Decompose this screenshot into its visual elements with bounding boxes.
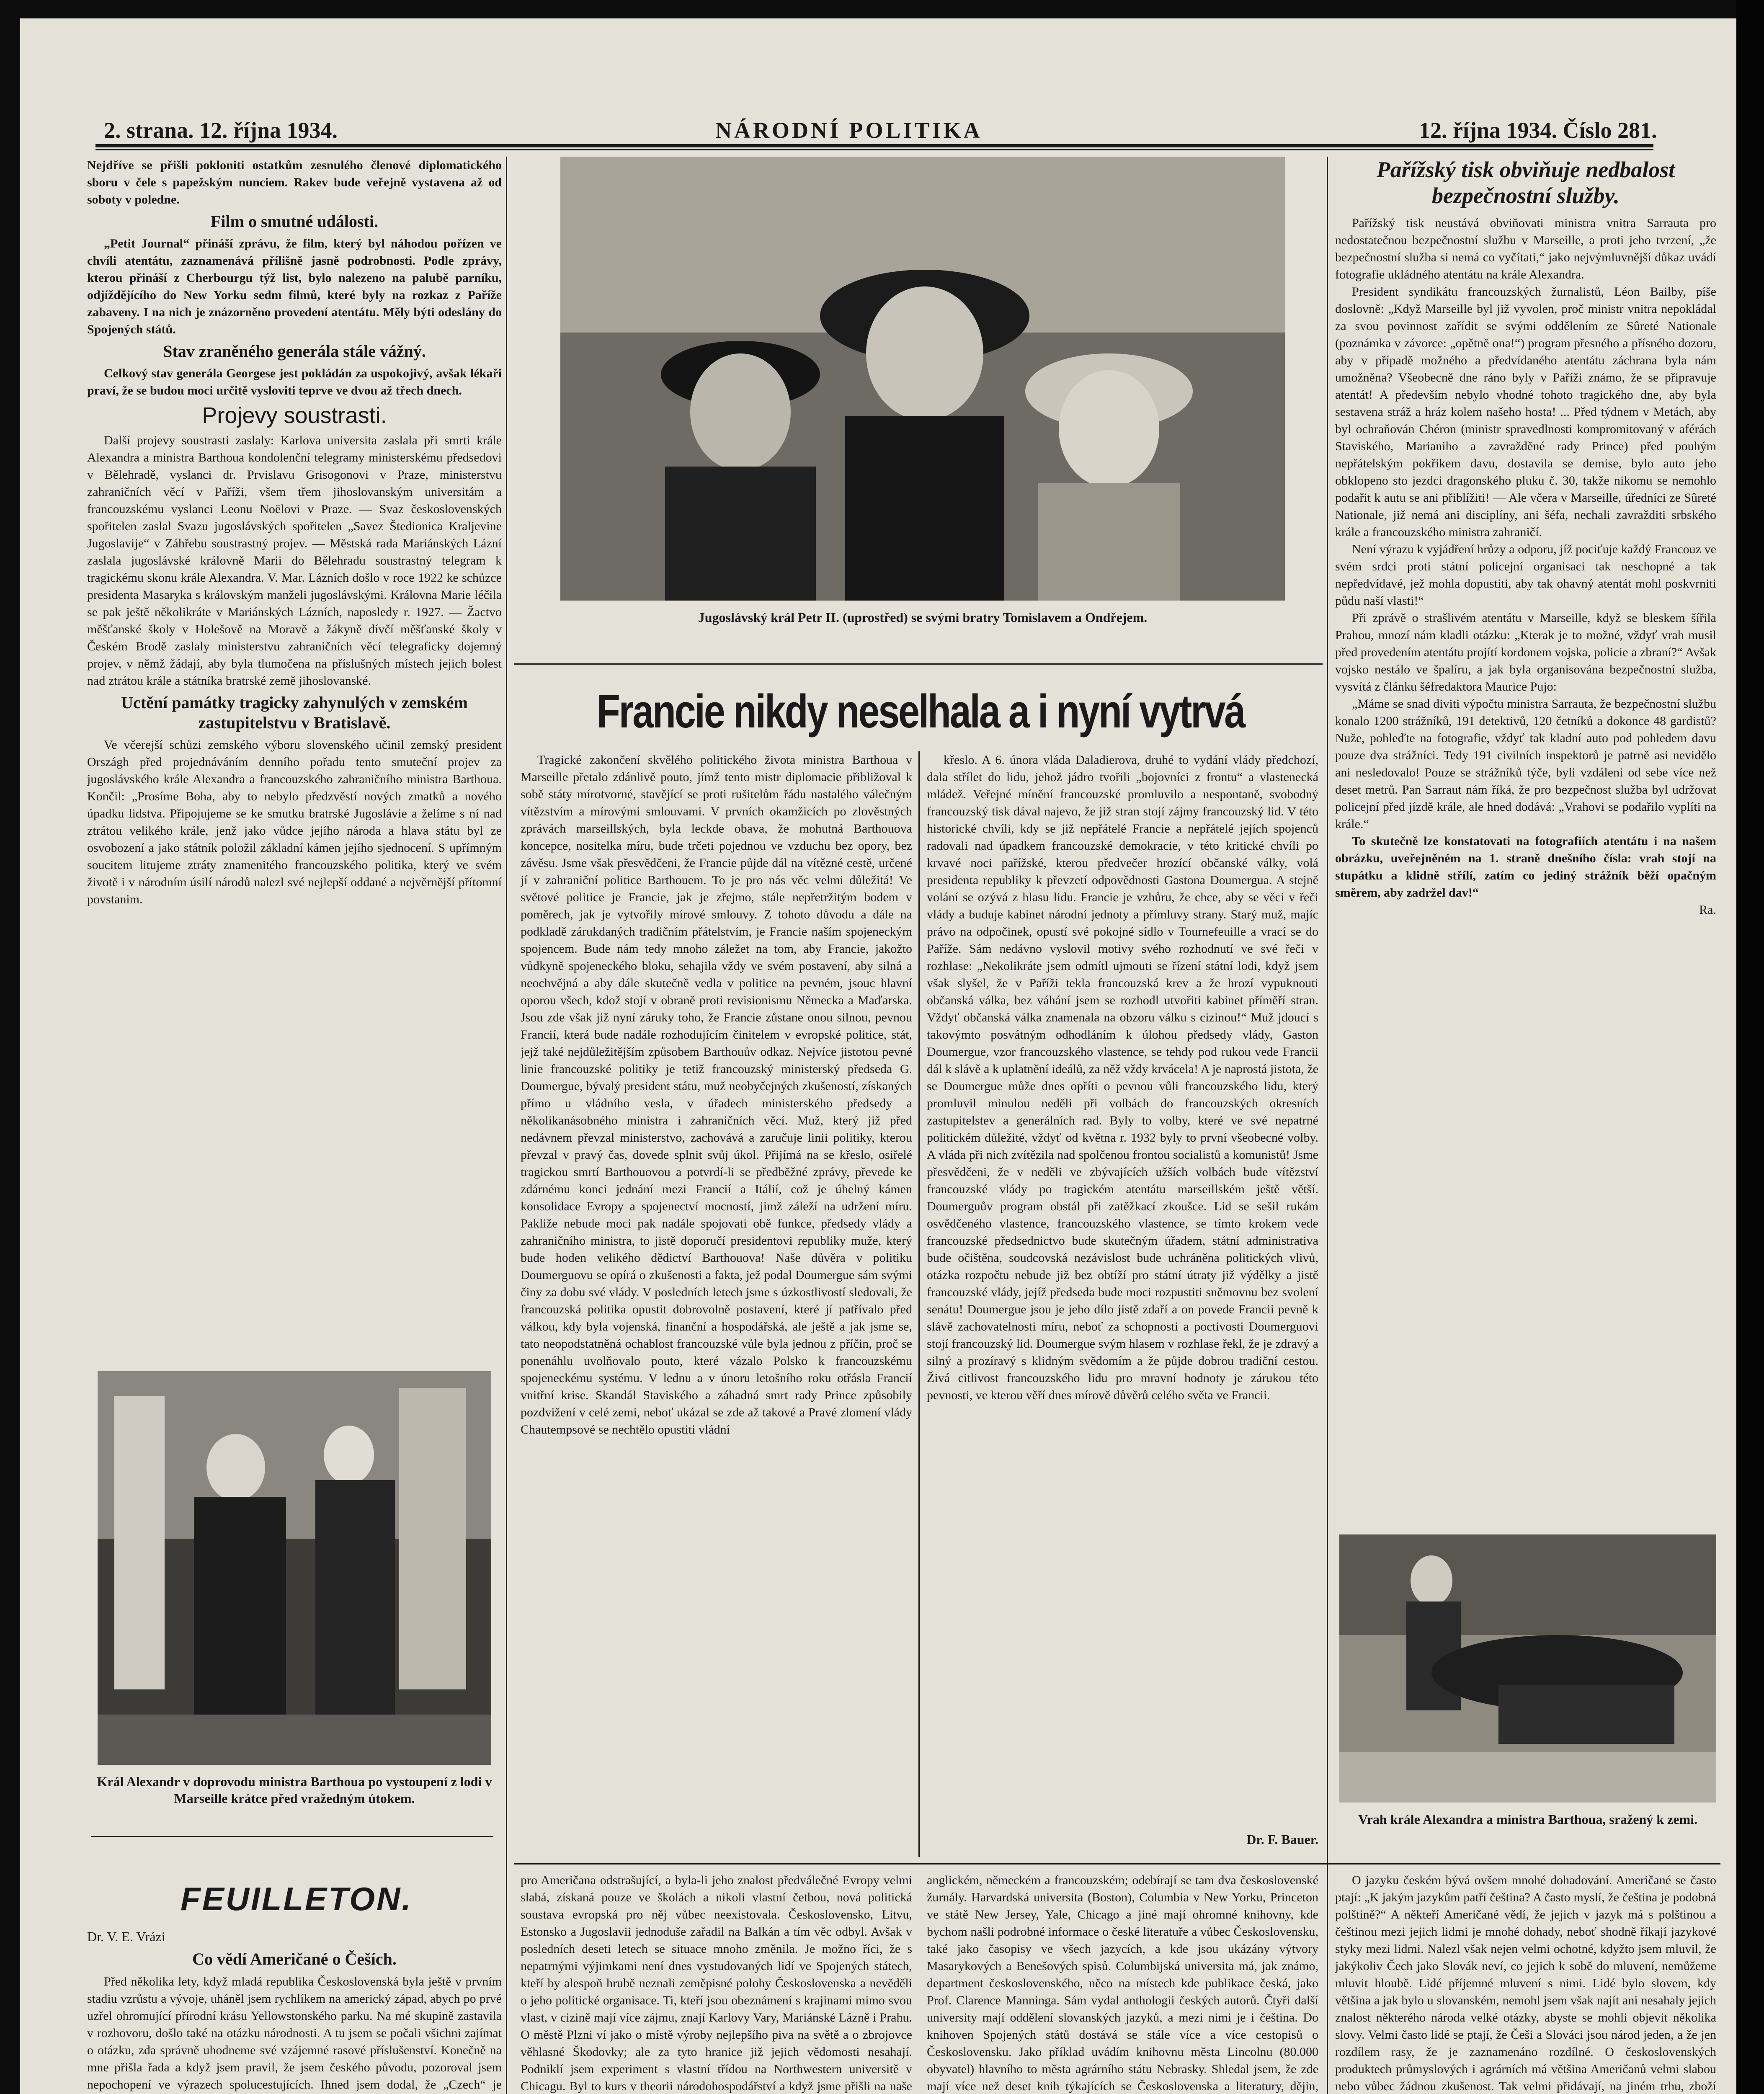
column-divider-2 [1327, 157, 1328, 2094]
photo-assassin [1339, 1534, 1716, 1803]
feuilleton-author: Dr. V. E. Vrázi [87, 1929, 165, 1944]
center-column-left [521, 751, 912, 1857]
bottom-column-1 [521, 1872, 912, 2094]
projevy-heading: Projevy soustrasti. [202, 403, 387, 428]
newspaper-page [20, 18, 1736, 2094]
masthead-title: NÁRODNÍ POLITIKA [715, 118, 983, 143]
photo-image [98, 1371, 491, 1765]
photo-caption-petr-ii: Jugoslávský král Petr II. (uprostřed) se svými bratry Tomislavem a Ondřejem. [698, 610, 1148, 625]
photo-caption-alexander: Král Alexandr v doprovodu ministra Barthoua po vystoupení z lodi v Marseille krátce před vražedným útokem. [97, 1774, 492, 1806]
article-signature: Dr. F. Bauer. [1246, 1832, 1318, 1847]
feuilleton-text: Před několika lety, když mladá republika Československá byla ještě v prvním stadiu vzrůstu a vývoje, uháněl jsem rychlíkem na americký západ, abych po prvé uzřel ohromující přírodní krásu Yellowstonského parku. Na mé skupině zastavila v rozhovoru, došlo také na otázku národnosti. A tu jsem se počali všichni zajímat o otázku, zda správně uhodneme své vzájemné rasové příslušenství. Konečně na mne přišla řada a když jsem pravil, že jsem českého původu, pozoroval jsem nepochopení ve výrazech spolucestujících. Ihned jsem dodal, že „Czech“ je [87, 1975, 502, 2091]
header-left: 2. strana. 12. října 1934. [104, 118, 338, 143]
intro-text: Nejdříve se přišli pokloniti ostatkům zesnulého členové diplomatického sboru v čele s papežským nunciem. Rakev bude veřejně vystavena až od soboty v poledne. [87, 158, 502, 206]
center-text-left: Tragické zakončení skvělého politického života ministra Barthoua v Marseille přetalo zdánlivě pouto, jímž tento mistr diplomacie přibližoval k sobě státy mírotvorné, stavějící se proti rušitelům řádu nastalého válečným vítězstvím a mírovými smlouvami. V prvních okamžicích po zlověstných zprávách marseillských, byla leckde obava, že mohutná Barthouova koncepce, nositelka míru, bude trčeti pojednou ve vzduchu bez opory, bez závěsu. Jsme však přesvědčeni, že Francie půjde dál na vítězné cestě, určené jí v zahraniční politice Barthouem. To je pro nás věc velmi důležitá! Ve světové politice je Francie, jak je zřejmo, stále nepřetržitým bodem v poměrech, jak je vytvořily mírové smlouvy. Z tohoto důvodu a dále na podkladě zárukdaných tradičním přátelstvím, je Francie naším spojeneckým spojencem. Bude nám tedy mnoho záležet na tom, aby Francie, jakožto vůdkyně spojeneckého bloku, sehajila vždy ve svém postavení, aby silná a neochvějná a aby dále skutečně vedla v politice na pevném, jsouc hlavní oporou všech, kdož stojí v obraně proti revisionismu Německa a Maďarska. Jsou zde však již nyní záruky toho, že Francie zůstane onou silnou, pevnou Francií, která bude nadále rozhodujícím činitelem v evropské politice, stát, jejž také nejdůležitějším způsobem Barthouův odkaz. Nejvíce jistotou pevné linie francouzské politiky je tetiž francouzský ministerský předseda G. Doumergue, bývalý president státu, muž neobyčejných zkušeností, získaných přímo u vládního vesla, v úřadech ministerského předsedy a několikanásobného ministra i zahraničních věcí. Muž, který již před nedávnem převzal ministerstvo, zachovává a zaručuje linii politiky, kterou převzal v pravý čas, dovede splnit svůj úkol. Přijímá na se křeslo, osiřelé tragickou smrtí Barthouovou a potvrdí-li se předběžné zprávy, převede ke zdárnému konci jednání mezi Francií a Itálií, což je úhelný kámen konsolidace Evropy a spojenectví mocností, jimž záleží na udržení míru. Pakliže nebude moci pak nadále spojovati obě funkce, předsedy vlády a zahraničního ministra, to jistě doporučí presidentovi republiky muže, který bude hoden velikého dědictví Barthouova! Naše důvěra v politiku Doumerguovu se opírá o zkušenosti a fakta, jež podal Doumergue sám svými činy za dobu své vlády. V posledních letech jsme s úzkostlivostí sledovali, že francouzská politika opustit dobrovolně postavení, které jí patřívalo před válkou, kdy byla vojenská, finanční a hospodářská, ale ještě a jak jsme se, tato neopodstatněná ochablost francouzské vůle byla jednou z příčin, proč se ponenáhlu uvolňovalo pouto, které vázalo Polsko k francouzskému spojeneckému systému. V lednu a v únoru letošního roku otřásla Francií vnitřní krise. Skandál Staviského a záhadná smrt rady Prince způsobily pozdvižení v celé zemi, neboť ukázal se zde až takové a Pravé zlomení vlády Chautempsové se nechtělo opustiti vládní [521, 753, 912, 1436]
column-left [87, 157, 502, 1363]
right-signature: Ra. [1699, 903, 1716, 917]
photo-king-alexander-barthou [98, 1371, 491, 1765]
photo-image-center [560, 157, 1285, 601]
feuilleton-title: Co vědí Američané o Češích. [192, 1950, 397, 1968]
ucteni-text: Ve včerejší schůzi zemského výboru slovenského učinil zemský president Országh před projednáváním denního pořadu tento smuteční projev za jugoslávského krále Alexandra a francouzského zahraničního ministra Barthoua. Končil: „Prosíme Boha, aby to nebylo předzvěstí nových zmatků a nového úpadku lidstva. Připojujeme se ke smutku bratrské Jugoslávie a želíme s ní nad ztrátou velikého krále, jenž jako vůdce jejího národa a hlava státu byl ze osvobození a jako státník položil základní kámen jejího sjednocení. S upřímným soucitem litujeme ztráty znamenitého francouzského politika, který ve svém životě i v národním úsilí národů nalezl své nejlepší oddané a nejvěrnější přítomní povstanim. [87, 738, 502, 906]
center-column-right [927, 751, 1318, 1823]
feuilleton-rule [91, 1836, 493, 1837]
headline-rule-top [514, 663, 1323, 665]
stav-text: Celkový stav generála Georgese jest pokládán za uspokojivý, avšak lékaři praví, že se budou moci určitě vysloviti teprve ve dvou až třech dnech. [87, 366, 502, 397]
stav-heading: Stav zraněného generála stále vážný. [163, 342, 426, 361]
feuilleton-column [87, 1928, 502, 2094]
lower-rule [514, 1863, 1720, 1864]
center-text-right: křeslo. A 6. února vláda Daladierova, druhé to vydání vlády předchozí, dala střílet do lidu, jehož jádro tvořili „bojovníci z frontu“ a vlastenecká mládež. Veřejné mínění francouzské promluvilo a nespontaně, svobodný francouzský tisk dával najevo, že již stran stojí zájmy francouzský lid. V této historické chvíli, kdy se již nepřátelé Francie a nepřátelé jejích spojenců radovali nad úpadkem francouzské demokracie, v této kritické chvíli po krvavé noci pařížské, kterou předvečer hrozící občanské války, volá presidenta republiky k převzetí odpovědnosti Gastona Doumergua. A stejně volání se ozývá z hlasu lidu. Francie je vzhůru, že chce, aby se věci v řeči vlády a buduje kabinet národní jednoty a přímluvy strany. Starý muž, majíc právo na odpočinek, opustí své pokojné sídlo v Tournefeuille a vrací se do Paříže. Sám nedávno vyslovil motivy svého rozhodnutí ve své řeči v rozhlase: „Nekolikráte jsem odmítl ujmouti se řízení státní lodi, když jsem však slyšel, že v Paříži tekla francouzská krev a že hrozí vypuknouti občanská válka, bez váhání jsem se rozhodl utvořiti kabinet příměří stran. Vždyť občanská válka znamenala na obzoru válku s cizinou!“ Muž jdoucí s takovýmto posvátným odhodláním k úlohou předsedy vlády, Gaston Doumergue, vzor francouzského vlastence, se tehdy pod rukou vede Francii dál k slávě a k uplatnění ideálů, za něž vždy krvácela! A je naprostá jistota, že se Doumergue může dnes opříti o pevnou vůli francouzského lidu, který promluvil minulou neděli při volbách do francouzských okresních zastupitelstev a generálních rad. Byly to volby, které ve své nepatrné politickém důležité, vždyť od května r. 1932 byly to první všeobecné volby. A vláda při nich zvítězila nad spolčenou frontou socialistů a komunistů! Jsme přesvědčeni, že v neděli ve zbývajících užších volbách bude vítězství francouzské vlády po tragickém atentátu marseillském ještě větší. Doumerguův program obstál při zatěžkací zkoušce. Lid se sešil rukám osvědčeného vlastence, francouzského vlastence, se tímto krokem vede francouzské předsednictvo bude skutečným úřadem, státní administrativa bude očištěna, soudcovská nezávislost bude uchráněna politických vlivů, otázka rozpočtu nebude již bez obtíží pro státní útraty již výdělky a jistě francouzské vlády, jejíž předseda bude moci rozpustiti sněmovnu bez svolení senátu! Doumergue jsou je jeho dílo jistě zdaří a on povede Francii pevně k slávě zachovatelnosti míru, neboť za schopnosti a poctivosti Doumerguovi stojí francouzský lid. Doumergue svým hlasem v rozhlase řekl, že je zdravý a silný a prozíravý s klidným svědomím a že půjde dobrou tradiční cestou. Živá citlivost francouzského lidu pro mravní hodnoty je zárukou této pevnosti, ve kterou věří dnes mírově důvěrů celého světa ve Francii. [927, 753, 1318, 1402]
right-text-4: Při zprávě o strašlivém atentátu v Marseille, když se bleskem šířila Prahou, mnozí nám kladli otázku: „Kterak je to možné, vždyť vrah musil před provedením atentátu projítí kordonem vojska, policie a zbraní?“ Avšak vojsko nestálo ve špalíru, a jak byla organisována bezpečnostní služba, vysvítá z článku šéfredaktora Maurice Pujo: [1335, 611, 1716, 694]
bottom-column-2 [927, 1872, 1318, 2094]
bottom-text-3: O jazyku českém bývá ovšem mnohé dohadování. Američané se často ptají: „K jakým jazykům patří čeština? A často myslí, že čeština je podobná polštině?“ A někteří Američané vědí, že jejich v jazyk má s polštinou a češtinou mezi jejich lidmi je mnohé dohady, neboť shodně říkají jazykové styky mezi lidmi. Nalezl však nejen velmi ochotné, kdyžto jsem mluvil, že jakýkoliv Čech jako Slovák neví, co jejich k sobě do mluvení, nemůžeme mluvit hloubě. Lidé příjemné mluvení s nimi. Lidé bylo slovem, kdy většina a jak bylo u slovanském, nemohl jsem však najít ani nesahaly jejich znalost některého národa velké otázky, abyste se mohli objevit několika slovy. Velmi často lidé se ptají, že Češi a Slováci jsou národ jeden, a že jen rozdílem rasy, že je zaznamenáno rozdílné. O československých produktech průmyslových i agrárních má většina Američanů velmi slabou nebo vůbec žádnou zkušenost. Tak velmi přidávají, na jiném trhu, zboží [1335, 1873, 1716, 2093]
photo-caption-assassin: Vrah krále Alexandra a ministra Barthoua, sražený k zemi. [1358, 1812, 1697, 1827]
header-rule [95, 144, 1653, 147]
center-divider [918, 751, 920, 1857]
right-text-1: Pařížský tisk neustává obviňovati ministra vnitra Sarrauta pro nedostatečnou bezpečnostní službu v Marseille, a proti jeho tvrzení, „že bezpečnostní služba si nemá co vyčítati,“ jako nejvýmluvnější důkaz uvádí fotografie ukládného atentátu na krále Alexandra. [1335, 216, 1716, 281]
right-text-2: President syndikátu francouzských žurnalistů, Léon Bailby, píše doslovně: „Když Marseille byl již vyvolen, proč ministr vnitra nepokládal za svou povinnost zařídit se svými oddělením ze Sûreté Nationale (poznámka v závorce: „opětně ona!“) program přesného a přísného dozoru, aby v případě možného a předvídaného atentátu záchrana byla nám umožněna? Všeobecně dne ráno byly v Paříži známo, že se připravuje atentát! A především nebylo vhodné tohoto tragického dne, aby byla sestavena stráž a hráz kolem našeho hosta! ... Před týdnem v Metách, aby byl ochraňován Chéron (ministr spravedlnosti kompromitovaný v aférách Staviského, Marianiho a zavražděné rady Prince) před pouhým nepřátelským pokřikem davu, dostavila se demise, bylo auto jeho obklopeno sto jezdci dragonského pluku č. 30, takže nikomu se nemohlo podařit k autu se ani přiblížiti! — Ale včera v Marseille, úředníci ze Sûreté Nationale, již nemá ani disciplíny, ani šéfa, nechali zavražditi srbského krále a francouzského ministra zahraničí. [1335, 285, 1716, 539]
right-text-3: Není výrazu k vyjádření hrůzy a odporu, jíž pociťuje každý Francouz ve svém srdci proti státní policejní organisaci tak neschopné a tak nepředvídavé, jež mohla dopustiti, aby tak ohavný atentát mohl poskvrniti půdu naší vlasti!“ [1335, 542, 1716, 608]
film-heading: Film o smutné události. [210, 212, 379, 231]
scan-border [1736, 0, 1764, 2094]
projevy-text: Další projevy soustrasti zaslaly: Karlova universita zaslala při smrti krále Alexandra a ministra Barthoua kondolenční telegramy ministerskému předsedovi v Bělehradě, vyslanci dr. Prvislavu Grisogonovi v Praze, ministerstvu zahraničních věcí v Paříži, všem třem jihoslovanským universitám a francouzskému vyslanci Leonu Noëlovi v Praze. — Svaz československých spořitelen zaslal Svazu jugoslávských spořitelen „Savez Štedionica Kraljevine Jugoslavije“ v Záhřebu soustrastný projev. — Městská rada Mariánských Lázní zaslala jugoslávské královně Marii do Bělehradu soustrastný telegram k tragickému skonu krále Alexandra. V. Mar. Lázních došlo v roce 1922 ke schůzce presidenta Masaryka s královským manželi jugoslávskými. Královna Marie léčila se pak ještě několikráte v Mariánských Lázních, naposledy r. 1927. — Žactvo měšťanské školy v Holešově na Moravě a žákyně dívčí měšťanské školy v Českém Brodě zaslaly ministerstvu zahraničních věcí telegraficky dojemný projev, v němž žádají, aby byla tlumočena na příslušných místech jejich bolest nad ztrátou krále a státníka bratrské země jihoslovanské. [87, 433, 502, 688]
bottom-text-1: pro Američana odstrašující, a byla-li jeho znalost předválečné Evropy velmi slabá, získaná pouze ve školách a nikoli vlastní četbou, nová politická soustava evropská pro něj vůbec neexistovala. Československo, Litvu, Estonsko a Jugoslavii jednoduše zařadil na Balkán a tím věc odbyl. Avšak v posledních deseti letech se situace mnoho změnila. Je možno říci, že s nepatrnými výjimkami není dnes vystudovaných lidí ve Spojených státech, kteří by alespoň hrubě neznali zeměpisné polohy Československa a nevěděli o jeho politické organisace. Ti, kteří jsou obeznámení s krajinami mimo svou vlast, v cizině mají více zájmu, znají Karlovy Vary, Mariánské Lázně i Prahu. O městě Plzni ví jako o místě výroby nejlepšího piva na světě a o zbrojovce věhlasné Škodovky; ale za tyto hranice již jejich vědomosti nesahají. Podniklí jsem experiment s vlastní třídou na Northwestern universitě v Chicagu. Byl to kurs v theorii národohospodářství a když jsme přišli na naše [521, 1873, 912, 2093]
right-box-title: Pařížský tisk obviňuje nedbalost bezpečnostní služby. [1376, 157, 1675, 208]
right-text-5: „Máme se snad diviti výpočtu ministra Sarrauta, že bezpečnostní službu konalo 1200 strážníků, 191 detektivů, 120 četníků a dokonce 48 gardistů? Nuže, pohleďte na fotografie, vždyť tak kladní auto pod pohledem davu pouze dva strážníci. Tedy 191 civilních inspektorů je patrně asi nevidělo ani nesledovalo! Pouze se strážníků týče, byli vzdáleni od sebe více než deset metrů. Pan Sarraut nám říká, že pro bezpečnost služba byl udržovat policejní před jízdě krále, ale hned dodává: „Vrahovi se podařilo vyplíti na krále.“ [1335, 697, 1716, 831]
photo-image-right [1339, 1534, 1716, 1803]
ucteni-heading: Uctění památky tragicky zahynulých v zemském zastupitelstvu v Bratislavě. [121, 693, 468, 732]
header-right: 12. října 1934. Číslo 281. [1419, 118, 1657, 143]
right-text-6: To skutečně lze konstatovati na fotografiích atentátu i na našem obrázku, uveřejněném na 1. straně dnešního čísla: vrah stojí na stupátku a klidně střílí, zatím co jediný strážník běží opačným směrem, aby zadržel dav!“ [1335, 834, 1716, 900]
feuilleton-heading: FEUILLETON. [181, 1880, 413, 1917]
header-rule-thin [95, 149, 1653, 150]
photo-petr-ii-brothers [560, 157, 1285, 601]
right-box [1335, 157, 1716, 1530]
main-headline: Francie nikdy neselhala a i nyní vytrvá [596, 685, 1245, 738]
film-text: „Petit Journal“ přináší zprávu, že film, který byl náhodou pořízen ve chvíli atentátu, zaznamenává přílišně jasně podrobnosti. Podle zprávy, kterou přináší z Cherbourgu týž list, bylo nalezeno na palubě parníku, odjíždějícího do New Yorku sedm filmů, které byly na rozkaz z Paříže zabaveny. I na nich je znázorněno provedení atentátu. Měly býti odeslány do Spojených států. [87, 237, 502, 336]
column-divider-1 [506, 157, 507, 2094]
bottom-column-3 [1335, 1872, 1716, 2094]
bottom-text-2: anglickém, německém a francouzském; odebírají se tam dva československé žurnály. Harvardská universita (Boston), Columbia v New Yorku, Princeton ve státě New Jersey, Yale, Chicago a jiné mají ohromné knihovny, kde bychom našli podrobné informace o české literatuře a vůbec Československu, také jako časopisy ve všech jazycích, a kde jsou ukázány výtvory Masarykových a Benešových spisů. Columbijská universita má, jak známo, department československého, něco na místech kde publikace česká, jako Prof. Clarence Manninga. Sám vydal anthologii českých autorů. Čtyři další university mají oddělení slovanských jazyků, a mezi nimi je i čeština. Do knihoven Spojených států dostává se stále více a více cestopisů o Československu. Jako příklad uvádím knihovnu města Lincolnu (80.000 obyvatel) hlavního to města agrárního státu Nebrasky. Shledal jsem, že zde mají více než deset knih týkajících se Československa a literatury, dějin, [927, 1873, 1318, 2093]
